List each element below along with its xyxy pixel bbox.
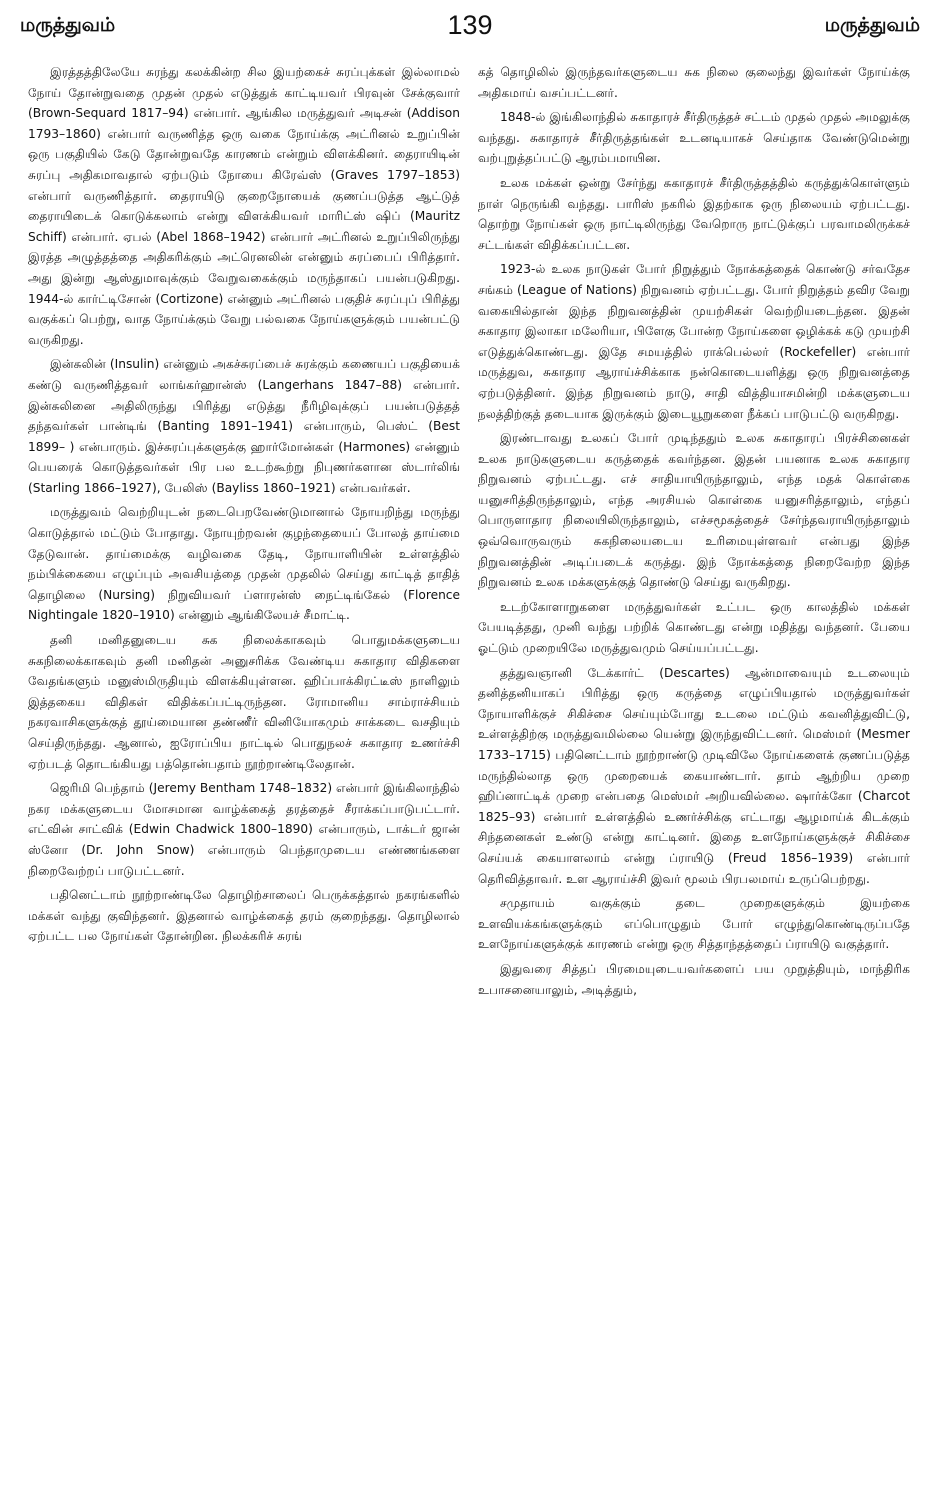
paragraph: தனி மனிதனுடைய சுக நிலைக்காகவும் பொதுமக்களுடைய சுகநிலைக்காகவும் தனி மனிதன் அனுசரிக்க வேண்டிய சுகாதார விதிகளை வேதங்களும் மனுஸ்மிருதியும் விளக்கியுள்ளன. ஹிப்பாக்கிரட்டீஸ் நாளிலும் இத்தகைய விதிகள் விதிக்கப்பட்டிருந்தன. ரோமானிய சாம்ராச்சியம் நகரவாசிகளுக்குத் தூய்மையான தண்ணீர் வினியோகமும் சாக்கடை வசதியும் செய்திருந்தது. ஆனால், ஐரோப்பிய நாட்டில் பொதுநலச் சுகாதார உணர்ச்சி ஏற்படத் தொடங்கியது பத்தொன்பதாம் நூற்றாண்டிலேதான். (28, 633, 460, 771)
paragraph: 1848-ல் இங்கிலாந்தில் சுகாதாரச் சீர்திருத்தச் சட்டம் முதல் முதல் அமலுக்கு வந்தது. சுகாதாரச் சீர்திருத்தங்கள் உடனடியாகச் செய்தாக வேண்டுமென்று வற்புறுத்தப்பட்டு ஆரம்பமாயின. (478, 110, 910, 166)
paragraph: உலக மக்கள் ஒன்று சேர்ந்து சுகாதாரச் சீர்திருத்தத்தில் கருத்துக்கொள்ளும் நாள் நெருங்கி வந்தது. பாரிஸ் நகரில் இதற்காக ஒரு நிலையம் ஏற்பட்டது. தொற்று நோய்கள் ஒரு நாட்டிலிருந்து வேறொரு நாட்டுக்குப் பரவாமலிருக்கச் சட்டங்கள் விதிக்கப்பட்டன. (478, 175, 910, 252)
paragraph: இரண்டாவது உலகப் போர் முடிந்ததும் உலக சுகாதாரப் பிரச்சினைகள் உலக நாடுகளுடைய கருத்தைக் கவர்ந்தன. இதன் பயனாக உலக சுகாதார நிறுவனம் ஏற்பட்டது. எச் சாதியாயிருந்தாலும், எந்த மதக் கொள்கை யனுசரித்திருந்தாலும், எந்த அரசியல் கொள்கை யனுசரித்தாலும், எந்தப் பொருளாதார நிலையிலிருந்தாலும், எச்சமூகத்தைச் சேர்ந்தவராயிருந்தாலும் ஒவ்வொருவரும் சுகநிலையடைய உரிமையுள்ளவர் என்பது இந்த நிறுவனத்தின் அடிப்படைக் கருத்து. இந் நோக்கத்தை நிறைவேற்ற இந்த நிறுவனம் உலக மக்களுக்குத் தொண்டு செய்து வருகிறது. (478, 431, 910, 590)
left-column (28, 62, 460, 1482)
paragraph: தத்துவஞானி டேக்கார்ட் (Descartes) ஆன்மாவையும் உடலையும் தனித்தனியாகப் பிரித்து ஒரு கருத்தை எழுப்பியதால் மருத்துவர்கள் நோயாளிக்குச் சிகிச்சை செய்யும்போது உடலை மட்டும் கவனித்துவிட்டு, உள்ளத்திற்கு மருத்துவமில்லை யென்று இருந்துவிட்டனர். மெஸ்மர் (Mesmer 1733–1715) பதினெட்டாம் நூற்றாண்டு முடிவிலே நோய்களைக் குணப்படுத்த மருந்தில்லாத ஒரு முறையைக் கையாண்டார். தாம் ஆற்றிய முறை ஹிப்னாட்டிக் முறை என்பதை மெஸ்மர் அறியவில்லை. ஷார்க்கோ (Charcot 1825–93) என்பார் உள்ளத்தில் உணர்ச்சிக்கு எட்டாது ஆழமாய்க் கிடக்கும் சிந்தனைகள் உண்டு என்று காட்டினர். இதை உளநோய்களுக்குச் சிகிச்சை செய்யக் கையாளலாம் என்று ப்ராயிடு (Freud 1856–1939) என்பார் தெரிவித்தாவர். உள ஆராய்ச்சி இவர் மூலம் பிரபலமாய் உருப்பெற்றது. (478, 665, 910, 886)
paragraph: இரத்தத்திலேயே சுரந்து கலக்கின்ற சில இயற்கைச் சுரப்புக்கள் இல்லாமல் நோய் தோன்றுவதை முதன் முதல் எடுத்துக் காட்டியவர் பிரவுன் சேக்குவார் (Brown-Sequard 1817–94) என்பார். ஆங்கில மருத்துவர் அடிசன் (Addison 1793–1860) என்பார் வருணித்த ஒரு வகை நோய்க்கு அட்ரினல் உறுப்பின் ஒரு பகுதியில் கேடு தோன்றுவதே காரணம் என்றும் விளக்கினர். தைராயிடின் சுரப்பு அதிகமாவதால் ஏற்படும் நோயை கிரேவ்ஸ் (Graves 1797–1853) என்பார் வருணித்தார். தைராயிடு குறைநோயைக் குணப்படுத்த ஆட்டுத் தைராயிடைக் கொடுக்கலாம் என்று விளக்கியவர் மாரிட்ஸ் ஷிப் (Mauritz Schiff) என்பார். ஏபல் (Abel 1868–1942) என்பார் அட்ரினல் உறுப்பிலிருந்து இரத்த அழுத்தத்தை அதிகரிக்கும் அட்ரெனலின் என்னும் சுரப்பைப் பிரித்தார். அது இன்று ஆஸ்துமாவுக்கும் வேறுவகைக்கும் மருந்தாகப் பயன்படுகிறது. 1944-ல் கார்ட்டிசோன் (Cortizone) என்னும் அட்ரினல் பகுதிச் சுரப்புப் பிரித்து வகுக்கப் பெற்று, வாத நோய்க்கும் வேறு பல்வகை நோய்களுக்கும் பயன்பட்டு வருகிறது. (28, 65, 460, 347)
paragraph: மருத்துவம் வெற்றியுடன் நடைபெறவேண்டுமானால் நோயறிந்து மருந்து கொடுத்தால் மட்டும் போதாது. நோயுற்றவன் குழந்தையைப் போலத் தாய்மை தேடுவான். தாய்மைக்கு வழிவகை தேடி, நோயாளியின் உள்ளத்தில் நம்பிக்கையை எழுப்பும் அவசியத்தை முதன் முதலில் செய்து காட்டித் தாதித் தொழிலை (Nursing) நிறுவியவர் ப்ளாரன்ஸ் நைட்டிங்கேல் (Florence Nightingale 1820–1910) என்னும் ஆங்கிலேயச் சீமாட்டி. (28, 505, 460, 623)
paragraph: பதினெட்டாம் நூற்றாண்டிலே தொழிற்சாலைப் பெருக்கத்தால் நகரங்களில் மக்கள் வந்து குவிந்தனர். இதனால் வாழ்க்கைத் தரம் குறைந்தது. தொழிலால் ஏற்பட்ட பல நோய்கள் தோன்றின. நிலக்கரிச் சுரங் (28, 888, 460, 944)
paragraph: சமுதாயம் வகுக்கும் தடை முறைகளுக்கும் இயற்கை உளவியக்கங்களுக்கும் எப்பொழுதும் போர் எழுந்துகொண்டிருப்பதே உளநோய்களுக்குக் காரணம் என்று ஒரு சித்தாந்தத்தைப் ப்ராயிடு வகுத்தார். (478, 896, 910, 952)
right-column (478, 62, 910, 1482)
paragraph: இன்சுலின் (Insulin) என்னும் அகச்சுரப்பைச் சுரக்கும் கணையப் பகுதியைக் கண்டு வருணித்தவர் லாங்கர்ஹான்ஸ் (Langerhans 1847–88) என்பார். இன்சுலினை அதிலிருந்து பிரித்து எடுத்து நீரிழிவுக்குப் பயன்படுத்தத் தந்தவர்கள் பான்டிங் (Banting 1891–1941) என்பாரும், பெஸ்ட் (Best 1899– ) என்பாரும். இச்சுரப்புக்களுக்கு ஹார்மோன்கள் (Harmones) என்னும் பெயரைக் கொடுத்தவர்கள் பிர பல உடற்கூற்று நிபுணர்களான ஸ்டார்லிங் (Starling 1866–1927), பேலிஸ் (Bayliss 1860–1921) என்பவர்கள். (28, 357, 460, 495)
running-head-left: மருத்துவம் (20, 14, 116, 36)
paragraph: உடற்கோளாறுகளை மருத்துவர்கள் உட்பட ஒரு காலத்தில் மக்கள் பேயடித்தது, முனி வந்து பற்றிக் கொண்டது என்று மதித்து வந்தனர். பேயை ஓட்டும் முறையிலே மருத்துவமும் செய்யப்பட்டது. (478, 599, 910, 656)
page-header (20, 10, 920, 48)
page-number: 139 (447, 10, 493, 40)
paragraph: ஜெரிமி பெந்தாம் (Jeremy Bentham 1748–1832) என்பார் இங்கிலாந்தில் நகர மக்களுடைய மோசமான வாழ்க்கைத் தரத்தைச் சீராக்கப்பாடுபட்டார். எட்வின் சாட்விக் (Edwin Chadwick 1800–1890) என்பாரும், டாக்டர் ஜான் ஸ்னோ (Dr. John Snow) என்பாரும் பெந்தாமுடைய எண்ணங்களை நிறைவேற்றப் பாடுபட்டனர். (28, 781, 460, 878)
paragraph: இதுவரை சித்தப் பிரமையுடையவர்களைப் பய முறுத்தியும், மாந்திரிக உபாசனையாலும், அடித்தும், (478, 961, 910, 997)
paragraph: 1923-ல் உலக நாடுகள் போர் நிறுத்தும் நோக்கத்தைக் கொண்டு சர்வதேச சங்கம் (League of Nations) நிறுவனம் ஏற்பட்டது. போர் நிறுத்தம் தவிர வேறு வகையில்தான் இந்த நிறுவனத்தின் முயற்சிகள் வெற்றியடைந்தன. இதன் சுகாதார இலாகா மலேரியா, பிளேகு போன்ற நோய்களை ஒழிக்கக் கடு முயற்சி எடுத்துக்கொண்டது. இதே சமயத்தில் ராக்பெல்லர் (Rockefeller) என்பார் மருத்துவ, சுகாதார ஆராய்ச்சிக்காக நன்கொடையளித்து ஒரு நிறுவனத்தை ஏற்படுத்தினர். இந்த நிறுவனம் நாடு, சாதி வித்தியாசமின்றி மக்களுடைய நலத்திற்குத் தடையாக இருக்கும் இடையூறுகளை நீக்கப் பாடுபட்டு வருகிறது. (478, 262, 910, 421)
paragraph-continued: கத் தொழிலில் இருந்தவர்களுடைய சுக நிலை குலைந்து இவர்கள் நோய்க்கு அதிகமாய் வசப்பட்டனர். (478, 65, 910, 100)
running-head-right: மருத்துவம் (824, 14, 920, 36)
